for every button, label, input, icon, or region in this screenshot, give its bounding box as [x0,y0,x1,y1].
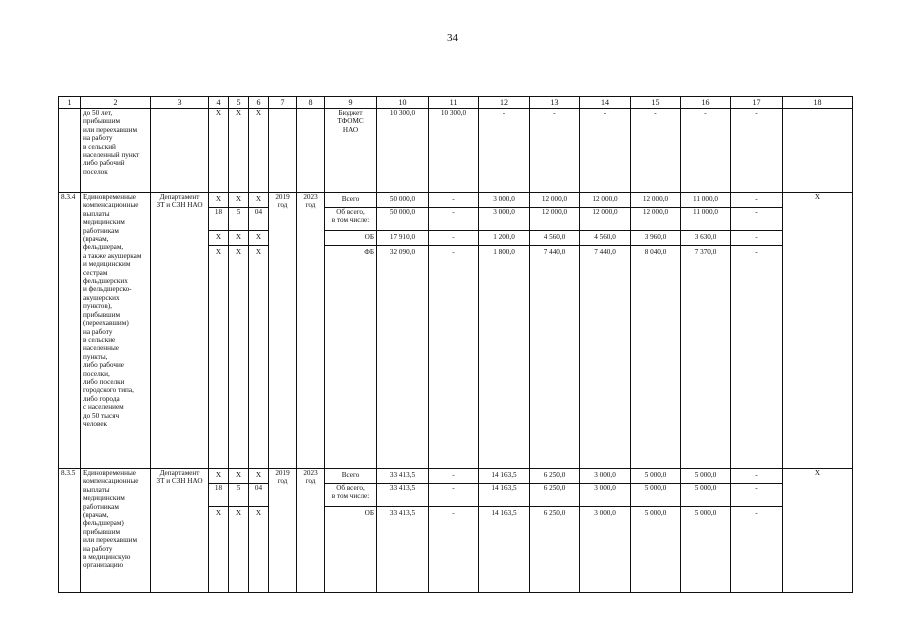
value-cell: - [429,231,478,246]
value-cell: 3 000,0 [580,484,630,507]
code-cell: 5 [229,484,248,507]
code-cell: 18 [209,484,228,507]
value-cell: 12 000,0 [580,208,630,231]
funding-source: Всего [325,469,376,484]
header-row [59,97,853,109]
start-year: 2019 год [269,469,297,593]
value-cell: - [530,109,580,193]
value-cell: 14 163,5 [479,484,529,507]
executor: Департамент ЗТ и СЗН НАО [151,469,209,593]
value-cell: 33 413,5 [377,469,428,484]
value-cell: 50 000,0 [377,193,428,208]
code-cell: Х [249,109,269,193]
value-cell: 10 300,0 [377,109,429,193]
value-cell: 12 000,0 [580,193,630,208]
code-cell: 04 [249,484,268,507]
page-number: 34 [447,32,458,44]
table-row-8-3-4 [59,193,853,469]
program-table [58,96,853,593]
header-cell: 8 [297,97,325,109]
value-cell: 3 000,0 [594,509,616,517]
code-cell: 18 [209,208,228,231]
value-cell: 6 250,0 [530,484,579,507]
code-cell: Х [229,193,248,208]
value-cell: - [429,193,478,208]
value-cell: 4 560,0 [530,231,579,246]
value-cell: 5 000,0 [631,484,680,507]
measure-name: Единовременные компенсационные выплаты медицинским работникам (врачам, фельдшерам, а также акушеркам и медицинским сестрам фельдшерских и фельдшерско- акушерских пунктов), прибывшим (переехавшим) на работу в сельские населенные пункты, либо рабочие поселки, либо поселки городского типа, либо города с населением до 50 тысяч человек [81,193,151,469]
value-cell: 11 000,0 [681,193,730,208]
header-cell: 11 [429,97,479,109]
code-cell: Х [255,248,262,256]
table-row-continuation [59,109,853,193]
code-cell: Х [229,109,249,193]
code-cell: Х [209,231,228,246]
value-cell: 3 960,0 [631,231,680,246]
value-cell: 7 440,0 [594,248,616,256]
value-cell: - [580,109,631,193]
value-cell: - [631,109,681,193]
value-cell: 12 000,0 [631,208,680,231]
header-cell: 12 [479,97,530,109]
code-cell: Х [249,231,268,246]
code-cell: Х [235,509,242,517]
row-code: 8.3.4 [59,193,81,469]
header-cell: 15 [631,97,681,109]
end-year: 2023 год [297,469,325,593]
header-cell: 16 [681,97,731,109]
value-cell: - [731,231,782,246]
code-cell: Х [209,109,229,193]
value-cell: 5 000,0 [681,469,730,484]
value-cell: - [755,509,758,517]
value-cell: 10 300,0 [429,109,479,193]
value-cell: 4 560,0 [580,231,630,246]
header-cell: 1 [59,97,81,109]
header-cell: 5 [229,97,249,109]
col18-cell: Х [783,193,853,469]
value-cell: - [452,509,455,517]
value-cell: - [731,109,783,193]
code-cell: Х [229,469,248,484]
code-cell: 04 [249,208,268,231]
value-cell: - [452,248,455,256]
value-cell: 5 000,0 [681,484,730,507]
value-cell: 3 630,0 [681,231,730,246]
col18-cell: Х [783,469,853,593]
value-cell: 32 090,0 [389,248,416,256]
value-cell: 5 000,0 [694,509,717,517]
code-cell: Х [209,193,228,208]
code-cell: Х [209,469,228,484]
value-cell: - [755,248,758,256]
value-cell: 7 440,0 [543,248,566,256]
value-cell: - [731,469,782,484]
header-cell: 6 [249,97,269,109]
value-cell: 12 000,0 [631,193,680,208]
value-cell: - [731,208,782,231]
value-cell: - [731,193,782,208]
value-cell: 12 000,0 [530,193,579,208]
header-cell: 14 [580,97,631,109]
code-cell: Х [215,248,222,256]
value-cell: 6 250,0 [530,469,579,484]
value-cell: 33 413,5 [377,484,428,507]
value-cell: 3 000,0 [479,193,529,208]
value-cell: - [429,484,478,507]
value-cell: 3 000,0 [580,469,630,484]
funding-source: Всего [325,193,376,208]
header-cell: 17 [731,97,783,109]
value-cell: - [479,109,530,193]
value-cell: 5 000,0 [631,469,680,484]
funding-source: ФБ [364,248,374,256]
code-cell: Х [229,231,248,246]
value-cell: - [429,208,478,231]
header-cell: 7 [269,97,297,109]
code-cell: 5 [229,208,248,231]
header-cell: 4 [209,97,229,109]
funding-source: ОБ [364,509,374,517]
header-cell: 3 [151,97,209,109]
row-code: 8.3.5 [59,469,81,593]
funding-source: Об всего, в том числе: [325,208,376,231]
header-cell: 10 [377,97,429,109]
value-cell: 1 200,0 [479,231,529,246]
code-cell: Х [249,469,268,484]
end-year: 2023 год [297,193,325,469]
value-cell: 8 040,0 [644,248,667,256]
code-cell: Х [235,248,242,256]
value-cell: 5 000,0 [644,509,667,517]
value-cell: - [731,484,782,507]
value-cell: 1 800,0 [493,248,515,256]
start-year: 2019 год [269,193,297,469]
measure-name: Единовременные компенсационные выплаты медицинским работникам (врачам, фельдшерам) прибывшим или переехавшим на работу в медицинскую организацию [81,469,151,593]
header-cell: 18 [783,97,853,109]
funding-source: Об всего, в том числе: [325,484,376,507]
value-cell: 33 413,5 [389,509,416,517]
code-cell: Х [255,509,262,517]
funding-source: ОБ [325,231,376,246]
header-cell: 13 [530,97,580,109]
value-cell: 12 000,0 [530,208,579,231]
measure-name: до 50 лет, прибывшим или переехавшим на работу в сельский населенный пункт либо рабочий поселок [81,109,151,193]
code-cell: Х [249,193,268,208]
value-cell: 14 163,5 [479,469,529,484]
table-row-8-3-5 [59,469,853,593]
value-cell: 7 370,0 [694,248,717,256]
executor: Департамент ЗТ и СЗН НАО [151,193,209,469]
header-cell: 9 [325,97,377,109]
value-cell: 50 000,0 [377,208,428,231]
header-cell: 2 [81,97,151,109]
code-cell: Х [215,509,222,517]
value-cell: 14 163,5 [491,509,517,517]
value-cell: - [429,469,478,484]
value-cell: 6 250,0 [543,509,566,517]
value-cell: 11 000,0 [681,208,730,231]
value-cell: - [681,109,731,193]
funding-source: Бюджет ТФОМС НАО [325,109,377,193]
value-cell: 17 910,0 [377,231,428,246]
value-cell: 3 000,0 [479,208,529,231]
